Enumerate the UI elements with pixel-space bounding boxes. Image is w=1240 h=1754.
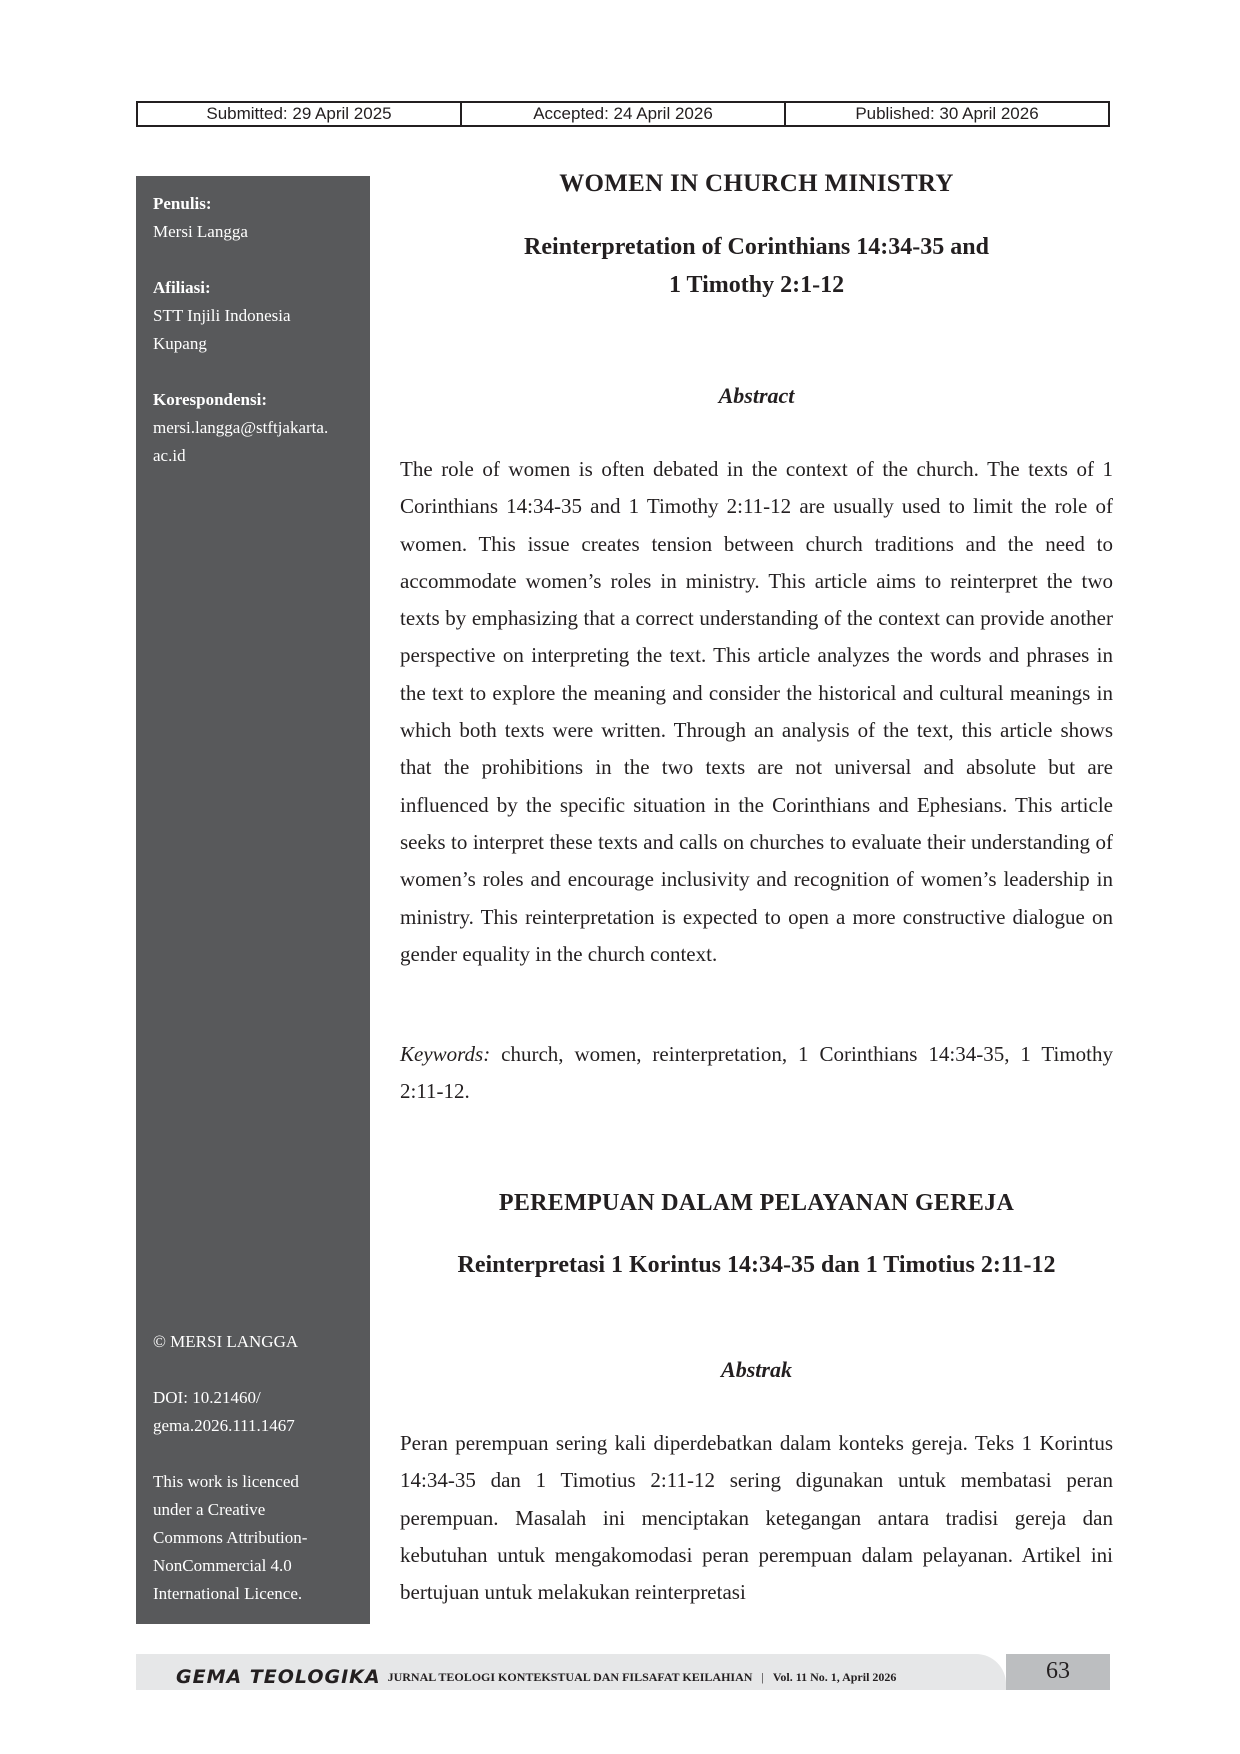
journal-logo: GEMA TEOLOGIKA <box>176 1666 381 1688</box>
affiliation-line: Kupang <box>153 334 207 353</box>
footer-separator: | <box>761 1670 764 1684</box>
article-title-id: PEREMPUAN DALAM PELAYANAN GEREJA <box>498 1190 1015 1216</box>
abstract-id-block <box>400 1425 1113 1611</box>
article-subtitle-id: Reinterpretasi 1 Korintus 14:34-35 dan 1 Timotius 2:11-12 <box>457 1252 1056 1278</box>
article-subtitle-en-line1: Reinterpretation of Corinthians 14:34-35 and <box>524 234 989 260</box>
keywords-paragraph <box>400 1036 1113 1110</box>
author-block <box>153 190 354 246</box>
correspondence-label: Korespondensi: <box>153 390 267 409</box>
email-line[interactable]: mersi.langga@stftjakarta. <box>153 418 329 437</box>
keywords-label: Keywords: <box>400 1042 491 1066</box>
article-subtitle-en-line2: 1 Timothy 2:1-12 <box>668 272 845 298</box>
license-line: Commons Attribution- <box>153 1528 308 1547</box>
sidebar-lower <box>153 1328 353 1608</box>
abstract-heading-block <box>400 383 1113 409</box>
license-line: NonCommercial 4.0 <box>153 1556 292 1575</box>
abstract-id: Peran perempuan sering kali diperdebatkan dalam konteks gereja. Teks 1 Korintus 14:34-35 dan 1 Timotius 2:11-12 sering digunakan untuk membatasi peran perempuan. Masalah ini menciptakan ketegangan antara tradisi gereja dan kebutuhan untuk mengakomodasi peran perempuan dalam pelayanan. Artikel ini bertujuan untuk melakukan reinterpretasi <box>400 1431 1113 1605</box>
doi-line[interactable]: gema.2026.111.1467 <box>153 1416 295 1435</box>
affiliation-label: Afiliasi: <box>153 278 211 297</box>
publication-dates-table <box>136 101 1110 127</box>
abstract-en-block <box>400 451 1113 973</box>
indonesian-title-block <box>400 1190 1113 1217</box>
abstract-heading: Abstract <box>718 383 795 408</box>
accepted-date: Accepted: 24 April 2026 <box>460 103 784 125</box>
correspondence-block <box>153 386 354 470</box>
journal-brand <box>176 1666 896 1688</box>
author-label: Penulis: <box>153 194 212 213</box>
abstract-en: The role of women is often debated in the context of the church. The texts of 1 Corinthians 14:34-35 and 1 Timothy 2:11-12 are usually used to limit the role of women. This issue creates tension between church traditions and the need to accommodate women’s roles in ministry. This article aims to reinterpret the two texts by emphasizing that a correct understanding of the context can provide another perspective on interpreting the text. This article analyzes the words and phrases in the text to explore the meaning and consider the historical and cultural meanings in which both texts were written. Through an analysis of the text, this article shows that the prohibitions in the two texts are not universal and absolute but are influenced by the specific situation in the Corinthians and Ephesians. This article seeks to interpret these texts and calls on churches to evaluate their understanding of women’s roles and encourage inclusivity and recognition of women’s leadership in ministry. This reinterpretation is expected to open a more constructive dialogue on gender equality in the church context. <box>400 457 1113 966</box>
english-subtitle-block <box>400 228 1113 304</box>
indonesian-subtitle-block <box>400 1246 1113 1284</box>
published-date: Published: 30 April 2026 <box>784 103 1108 125</box>
license-line: under a Creative <box>153 1500 266 1519</box>
submitted-date: Submitted: 29 April 2025 <box>206 104 392 123</box>
page-number: 63 <box>1006 1654 1110 1690</box>
journal-volume: Vol. 11 No. 1, April 2026 <box>772 1670 897 1684</box>
license-line: International Licence. <box>153 1584 303 1603</box>
abstrak-heading: Abstrak <box>721 1357 792 1382</box>
copyright-notice: © MERSI LANGGA <box>153 1332 299 1351</box>
keywords-text: church, women, reinterpretation, 1 Corinthians 14:34-35, 1 Timothy 2:11-12. <box>400 1042 1113 1103</box>
author-info-sidebar <box>136 176 370 1624</box>
abstrak-heading-block <box>400 1357 1113 1383</box>
author-name: Mersi Langga <box>153 222 248 241</box>
license-block <box>153 1468 353 1608</box>
article-title-en: WOMEN IN CHURCH MINISTRY <box>559 170 954 197</box>
keywords-block <box>400 1036 1113 1110</box>
license-line: This work is licenced <box>153 1472 299 1491</box>
doi-block <box>153 1384 353 1440</box>
journal-name: JURNAL TEOLOGI KONTEKSTUAL DAN FILSAFAT KEILAHIAN <box>387 1670 753 1684</box>
doi-line[interactable]: DOI: 10.21460/ <box>153 1388 261 1407</box>
english-title-block <box>400 170 1113 198</box>
email-line[interactable]: ac.id <box>153 446 186 465</box>
affiliation-block <box>153 274 354 358</box>
affiliation-line: STT Injili Indonesia <box>153 306 291 325</box>
page-footer <box>136 1654 1110 1694</box>
